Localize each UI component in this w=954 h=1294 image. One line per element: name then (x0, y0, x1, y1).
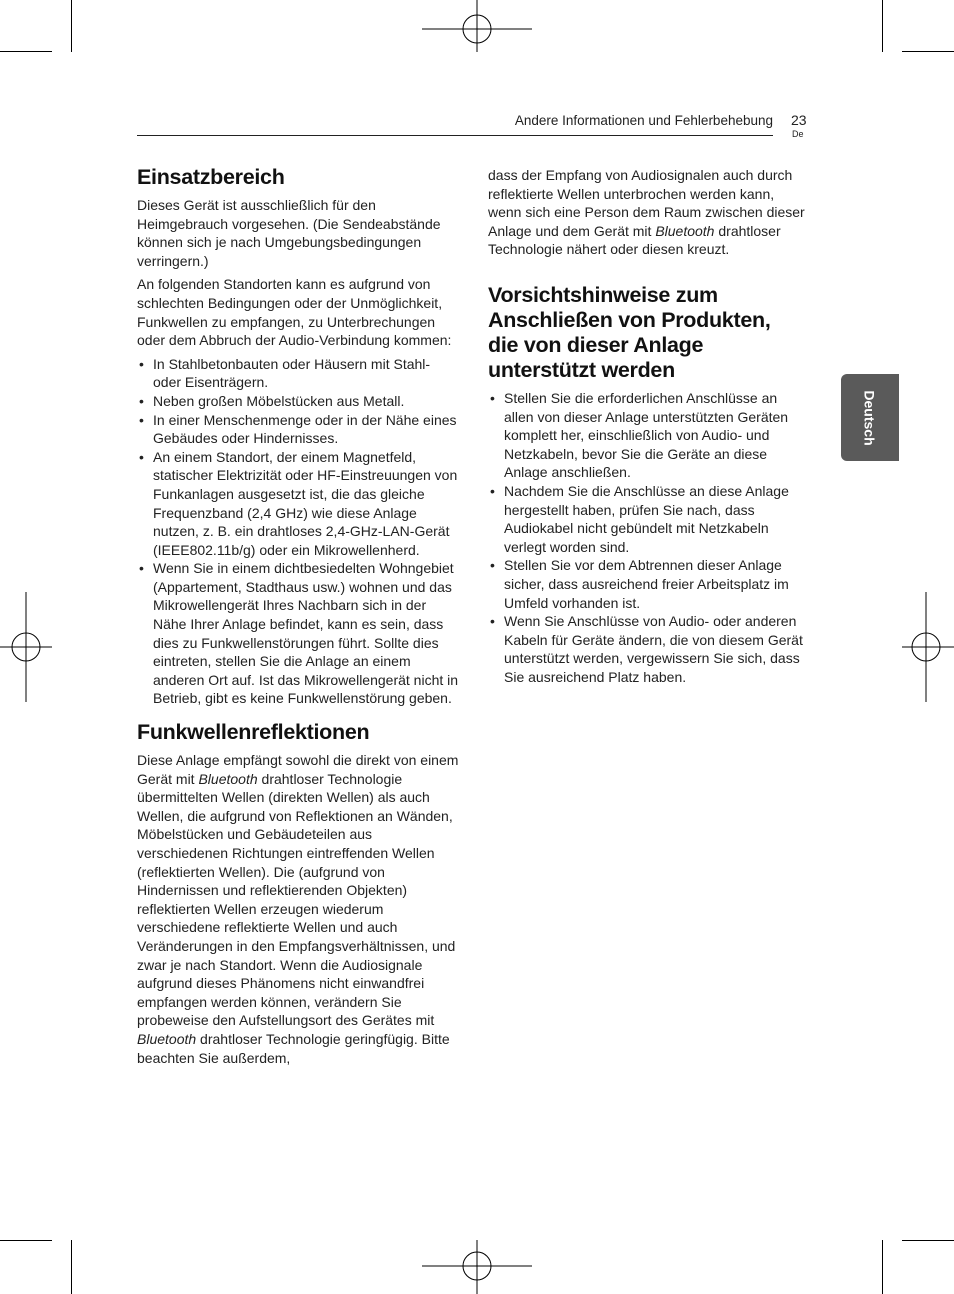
paragraph: Dieses Gerät ist ausschließlich für den Heimgebrauch vorgesehen. (Die Sendeabstände können sich je nach Umgebungsbedingungen verringern.) (137, 197, 441, 269)
list-item: • Stellen Sie die erforderlichen Anschlüsse an allen von dieser Anlage unterstützten Geräten komplett her, einschließlich von Audio- und Netzkabeln, bevor Sie die Geräte an diese Anlage anschließen. (488, 389, 810, 482)
text-run: drahtloser Technologie nähert oder diesen kreuzt. (488, 222, 781, 258)
crop-mark (882, 0, 883, 52)
list-item: • Neben großen Möbelstücken aus Metall. (137, 392, 459, 411)
paragraph (137, 751, 459, 1067)
list-item: • Wenn Sie Anschlüsse von Audio- oder anderen Kabeln für Geräte ändern, die von diesem Gerät unterstützt werden, vergewissern Sie sich, dass Sie ausreichend Platz haben. (488, 612, 810, 686)
registration-mark-bottom (422, 1240, 532, 1294)
text-run: drahtloser Technologie geringfügig. Bitte beachten Sie außerdem, (137, 1030, 450, 1066)
text-run: drahtloser Technologie übermittelten Wellen (direkten Wellen) als auch Wellen, die aufgrund von Reflektionen an Wänden, Möbelstücken und Gebäudeteilen aus verschiedenen Richtungen eintreffenden Wellen (reflektierten Wellen). Die (aufgrund von Hindernissen und reflektierenden Objekten) reflektierten Wellen erzeugen wiederum verschiedene reflektierte Wellen und auch Veränderungen in den Empfangsverhältnissen, und zwar je nach Standort. Wenn die Audiosignale aufgrund dieses Phänomens nicht einwandfrei empfangen werden können, verändern Sie probeweise den Aufstellungsort des Gerätes mit (137, 770, 456, 1029)
list-item: • In einer Menschenmenge oder in der Nähe eines Gebäudes oder Hindernisses. (137, 411, 459, 448)
crop-mark (71, 1240, 72, 1294)
crop-mark (71, 0, 72, 52)
section-heading: Funkwellenreflektionen (137, 720, 370, 745)
section-heading: Einsatzbereich (137, 165, 285, 189)
crop-mark (0, 51, 52, 52)
text-run-italic: Bluetooth (198, 770, 258, 787)
text-run-italic: Bluetooth (655, 222, 715, 239)
paragraph: An folgenden Standorten kann es aufgrund von schlechten Bedingungen oder der Unmöglichkeit, Funkwellen zu empfangen, zu Unterbrechungen oder dem Abbruch der Audio-Verbindung kommen: (137, 276, 452, 349)
left-column (137, 165, 459, 1075)
section-heading: Vorsichtshinweise zum Anschließen von Produkten, die von dieser Anlage unterstützt werden (488, 282, 771, 382)
section-funkwellenreflektionen (137, 720, 459, 1067)
crop-mark (882, 1240, 883, 1294)
registration-mark-right (898, 592, 954, 702)
language-tab-label: Deutsch (861, 389, 878, 446)
page-number: 23 (791, 112, 807, 128)
registration-mark-top (422, 0, 532, 60)
list-item: • An einem Standort, der einem Magnetfeld, statischer Elektrizität oder HF-Einstreuungen von Funkanlagen ausgesetzt ist, die das gleiche Frequenzband (2,4 GHz) wie diese Anlage nutzen, z. B. ein drahtloses 2,4-GHz-LAN-Gerät (IEEE802.11b/g) oder ein Mikrowellenherd. (137, 448, 459, 560)
list-item: • In Stahlbetonbauten oder Häusern mit Stahl- oder Eisenträgern. (137, 355, 459, 392)
page-language-code: De (792, 129, 804, 139)
paragraph-continued (488, 166, 810, 259)
text-run: dass der Empfang von Audiosignalen auch durch reflektierte Wellen unterbrochen werden kann, wenn sich eine Person dem Raum zwischen dieser Anlage und dem Gerät mit (488, 167, 805, 239)
registration-mark-left (0, 592, 60, 702)
header-rule (137, 135, 773, 136)
bullet-list (488, 389, 810, 687)
section-vorsichtshinweise (488, 283, 810, 687)
section-einsatzbereich (137, 165, 459, 708)
list-item: • Nachdem Sie die Anschlüsse an diese Anlage hergestellt haben, prüfen Sie nach, dass Audiokabel nicht gebündelt mit Netzkabeln verlegt worden sind. (488, 482, 810, 556)
text-run-italic: Bluetooth (137, 1030, 197, 1047)
right-column (488, 166, 810, 698)
list-item: • Stellen Sie vor dem Abtrennen dieser Anlage sicher, dass ausreichend freier Arbeitsplatz im Umfeld vorhanden ist. (488, 556, 810, 612)
text-run: Diese Anlage empfängt sowohl die direkt von einem Gerät mit (137, 752, 459, 787)
language-tab (841, 374, 899, 461)
bullet-list (137, 355, 459, 708)
running-header: Andere Informationen und Fehlerbehebung (514, 113, 773, 128)
crop-mark (902, 51, 954, 52)
crop-mark (902, 1240, 954, 1241)
list-item: • Wenn Sie in einem dichtbesiedelten Wohngebiet (Appartement, Stadthaus usw.) wohnen und das Mikrowellengerät Ihres Nachbarn sich in der Nähe Ihrer Anlage befindet, kann es sein, dass dies zu Funkwellenstörungen führt. Sollte dies eintreten, stellen Sie die Anlage an einem anderen Ort auf. Ist das Mikrowellengerät nicht in Betrieb, gibt es keine Funkwellenstörung geben. (137, 559, 459, 708)
crop-mark (0, 1240, 52, 1241)
